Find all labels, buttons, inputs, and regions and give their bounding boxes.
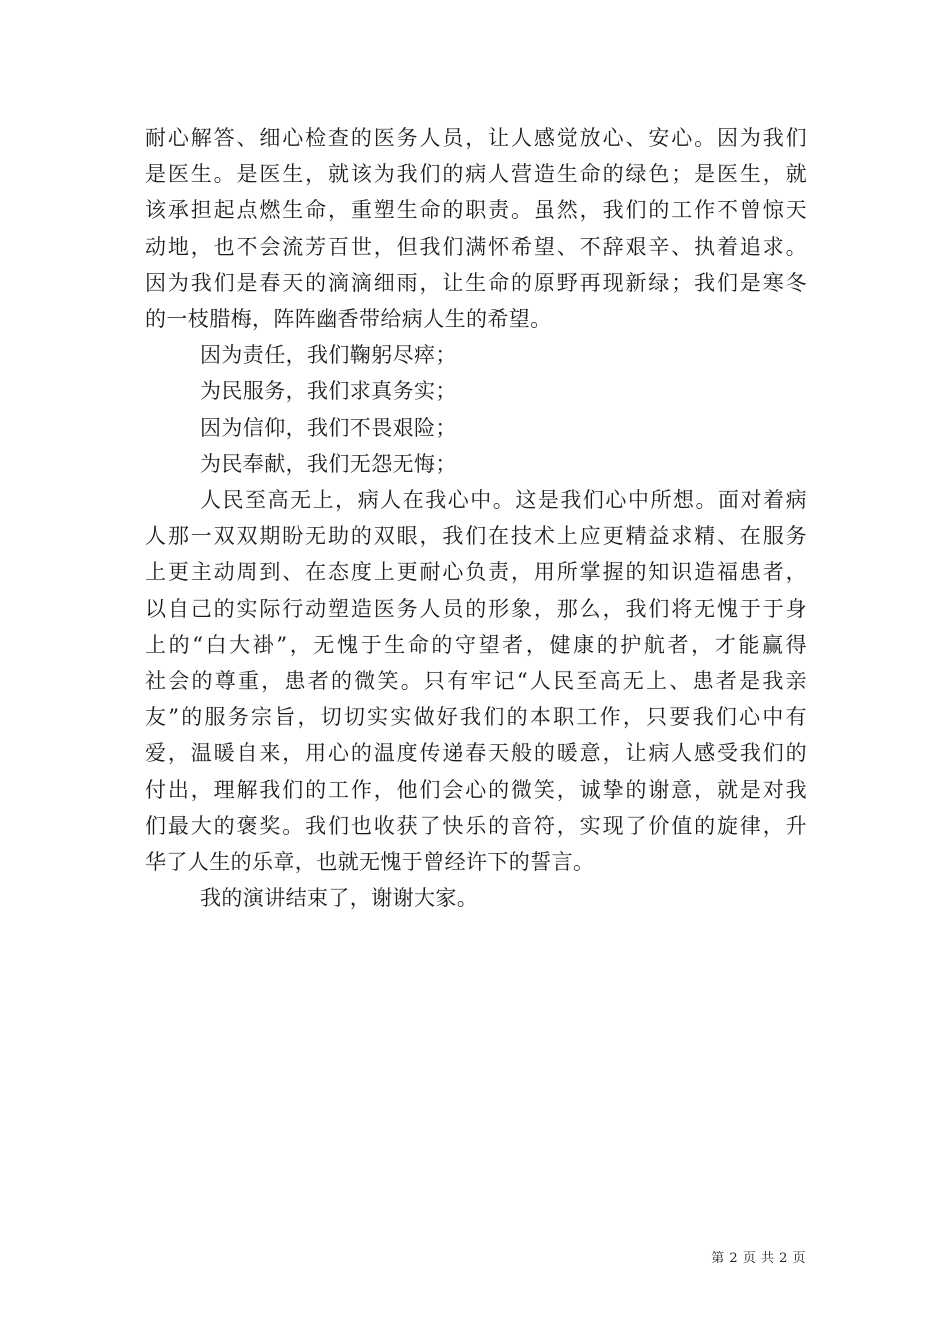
text-line: 社会的尊重，患者的微笑。只有牢记“人民至高无上、患者是我亲 bbox=[145, 669, 807, 694]
text-line: 为民奉献，我们无怨无悔； bbox=[200, 451, 457, 476]
document-body bbox=[145, 120, 807, 916]
text-line: 因为我们是春天的滴滴细雨，让生命的原野再现新绿；我们是寒冬 bbox=[145, 270, 807, 295]
text-line: 是医生。是医生，就该为我们的病人营造生命的绿色；是医生，就 bbox=[145, 162, 807, 187]
paragraph-closing bbox=[145, 880, 807, 916]
text-line: 人那一双双期盼无助的双眼，我们在技术上应更精益求精、在服务 bbox=[145, 524, 807, 549]
text-line: 华了人生的乐章，也就无愧于曾经许下的誓言。 bbox=[145, 850, 595, 875]
page-number-footer: 第 2 页 共 2 页 bbox=[711, 1251, 806, 1266]
paragraph-responsibility bbox=[145, 337, 807, 373]
paragraph-faith bbox=[145, 410, 807, 446]
text-line: 为民服务，我们求真务实； bbox=[200, 379, 457, 404]
text-line: 因为信仰，我们不畏艰险； bbox=[200, 415, 457, 440]
paragraph-continuation bbox=[145, 120, 807, 337]
paragraph-dedication bbox=[145, 446, 807, 482]
text-line: 该承担起点燃生命，重塑生命的职责。虽然，我们的工作不曾惊天 bbox=[145, 198, 807, 223]
text-line: 耐心解答、细心检查的医务人员，让人感觉放心、安心。因为我们 bbox=[145, 126, 807, 150]
text-line: 的一枝腊梅，阵阵幽香带给病人生的希望。 bbox=[145, 307, 552, 332]
text-line: 因为责任，我们鞠躬尽瘁； bbox=[200, 343, 457, 368]
text-line: 我的演讲结束了，谢谢大家。 bbox=[200, 886, 479, 911]
text-line: 们最大的褒奖。我们也收获了快乐的音符，实现了价值的旋律，升 bbox=[145, 813, 807, 838]
text-line: 上更主动周到、在态度上更耐心负责，用所掌握的知识造福患者， bbox=[145, 560, 807, 585]
text-line: 人民至高无上，病人在我心中。这是我们心中所想。面对着病 bbox=[200, 488, 807, 513]
text-line: 友”的服务宗旨，切切实实做好我们的本职工作，只要我们心中有 bbox=[145, 705, 807, 730]
text-line: 上的“白大褂”，无愧于生命的守望者，健康的护航者，才能赢得 bbox=[145, 632, 807, 657]
text-line: 爱，温暖自来，用心的温度传递春天般的暖意，让病人感受我们的 bbox=[145, 741, 807, 766]
paragraph-main bbox=[145, 482, 807, 880]
paragraph-service bbox=[145, 373, 807, 409]
text-line: 付出，理解我们的工作，他们会心的微笑，诚挚的谢意，就是对我 bbox=[145, 777, 807, 802]
text-line: 以自己的实际行动塑造医务人员的形象，那么，我们将无愧于于身 bbox=[145, 596, 807, 621]
text-line: 动地，也不会流芳百世，但我们满怀希望、不辞艰辛、执着追求。 bbox=[145, 234, 807, 259]
